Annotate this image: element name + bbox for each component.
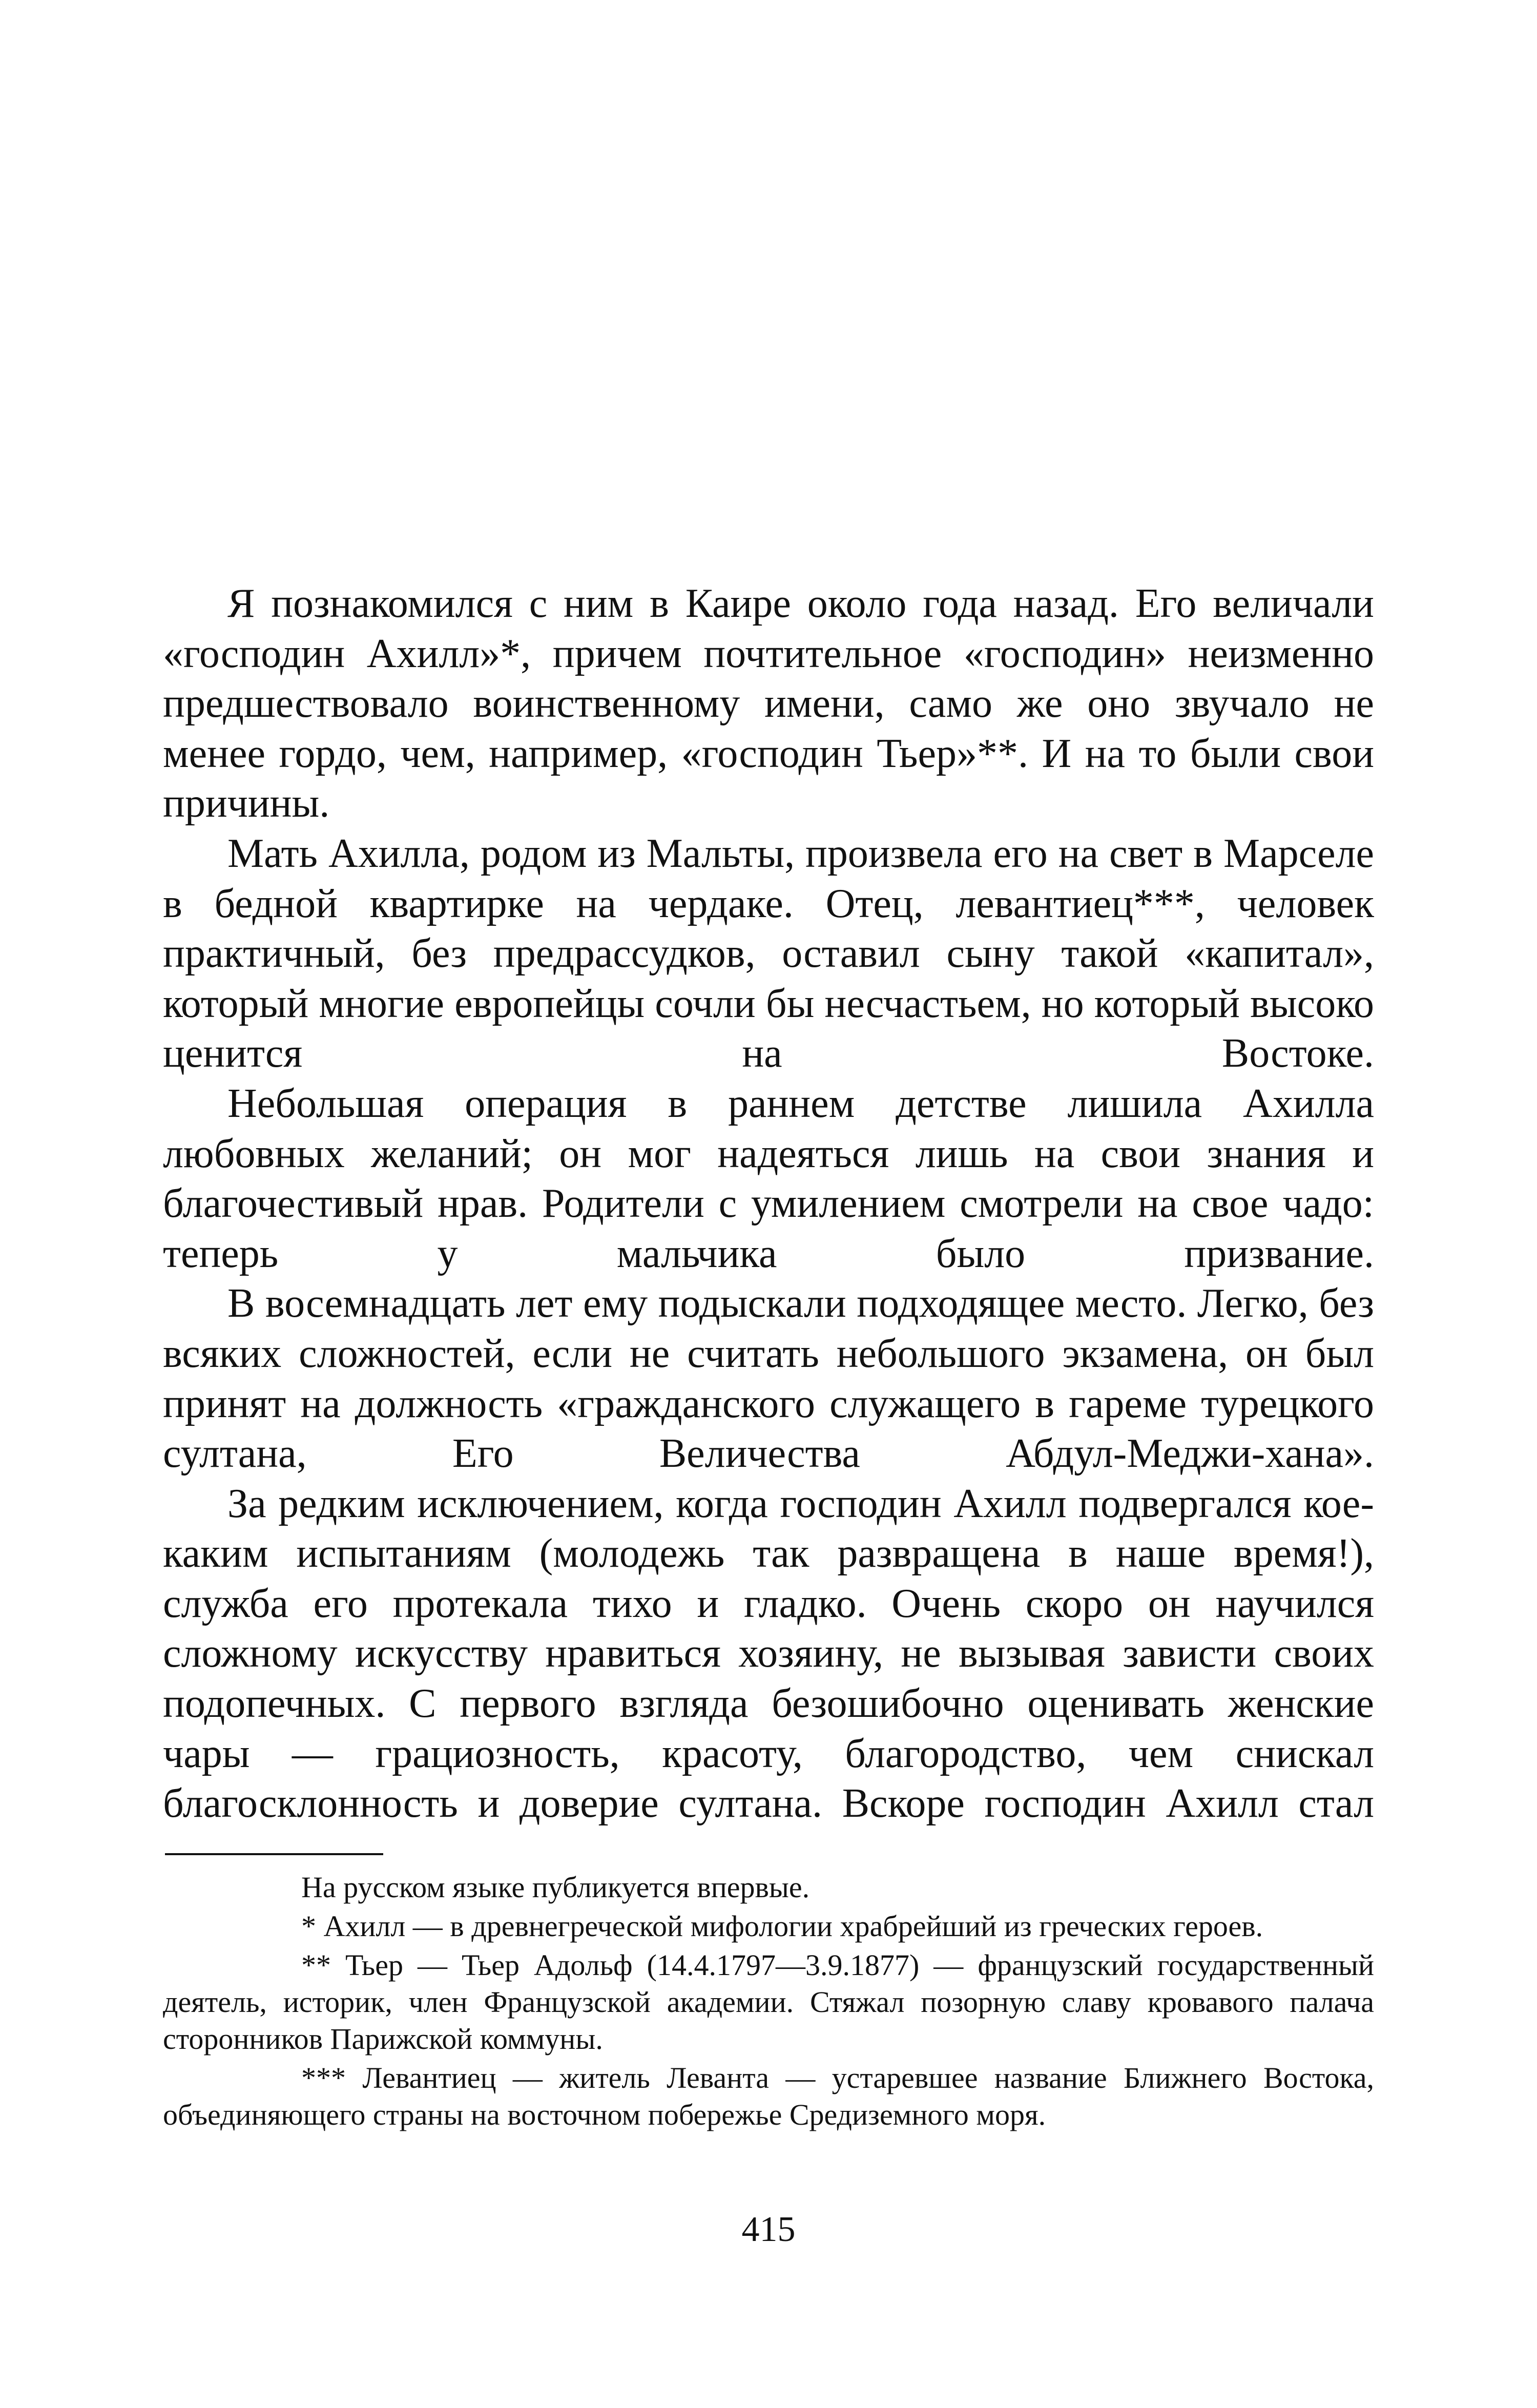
footnote-levantine: *** Левантиец — житель Леванта — устаревшее название Ближнего Востока, объединяющего страны на восточном побережье Средиземного моря. [163,2061,1374,2131]
page-number: 415 [741,2210,796,2249]
footnotes [163,1869,1374,2135]
paragraph-3: Небольшая операция в раннем детстве лишила Ахилла любовных желаний; он мог надеяться лишь на свои знания и благочестивый нрав. Родители с умилением смотрели на свое чадо: теперь у мальчика было призвание. [163,1081,1374,1276]
footnote-divider [165,1853,383,1855]
footnote-thiers: ** Тьер — Тьер Адольф (14.4.1797—3.9.1877) — французский государственный деятель, историк, член Французской академии. Стяжал позорную славу кровавого палача сторонников Парижской коммуны. [163,1948,1374,2056]
footnote-achilles: * Ахилл — в древнегреческой мифологии храбрейший из греческих героев. [301,1909,1263,1943]
paragraph-4: В восемнадцать лет ему подыскали подходящее место. Легко, без всяких сложностей, если не считать небольшого экзамена, он был принят на должность «гражданского служащего в гареме турецкого султана, Его Величества Абдул-Меджи-хана». [163,1281,1374,1477]
paragraph-1: Я познакомился с ним в Каире около года назад. Его величали «господин Ахилл»*, причем почтительное «господин» неизменно предшествовало воинственному имени, само же оно звучало не менее гордо, чем, например, «господин Тьер»**. И на то были свои причины. [163,581,1374,826]
paragraph-5: За редким исключением, когда господин Ахилл подвергался кое-каким испытаниям (молодежь так развращена в наше время!), служба его протекала тихо и гладко. Очень скоро он научился сложному искусству нравиться хозяину, не вызывая зависти своих подопечных. С первого взгляда безошибочно оценивать женские чары — грациозность, красоту, благородство, чем снискал благосклонность и доверие султана. Вскоре господин Ахилл стал [163,1481,1374,1826]
main-text [163,579,1374,1829]
paragraph-2: Мать Ахилла, родом из Мальты, произвела его на свет в Марселе в бедной квартирке на чердаке. Отец, левантиец***, человек практичный, без предрассудков, оставил сыну такой «капитал», который многие европейцы сочли бы несчастьем, но который высоко ценится на Востоке. [163,831,1374,1076]
footnote-publication: На русском языке публикуется впервые. [301,1871,810,1904]
